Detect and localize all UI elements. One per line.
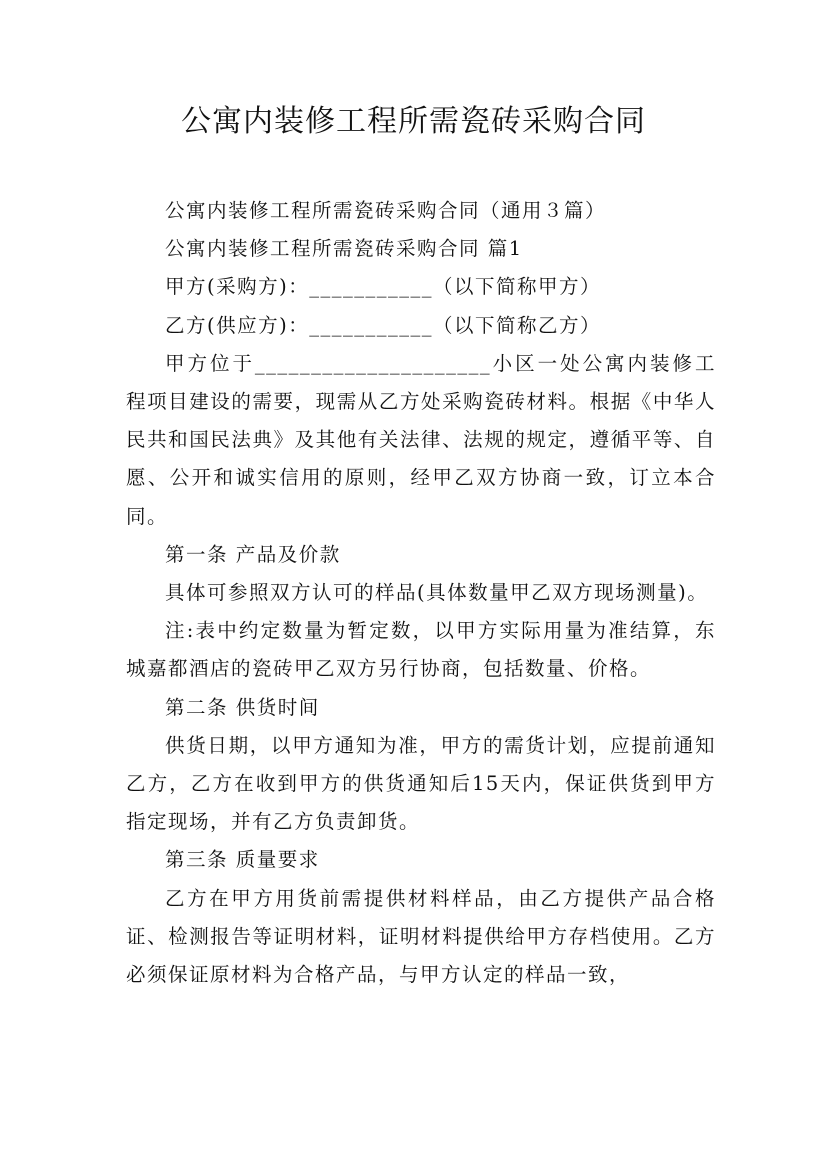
document-body	[126, 192, 716, 994]
paragraph-clause-1-text: 具体可参照双方认可的样品(具体数量甲乙双方现场测量)。	[165, 581, 709, 605]
paragraph-preamble: 甲方位于_____________________小区一处公寓内装修工程项目建设的需要，现需从乙方处采购瓷砖材料。根据《中华人民共和国民法典》及其他有关法律、法规的规定，遵循平等、自愿、公开和诚实信用的原则，经甲乙双方协商一致，订立本合同。	[126, 351, 716, 528]
paragraph-clause-2-text: 供货日期，以甲方通知为准，甲方的需货计划，应提前通知乙方，乙方在收到甲方的供货通知后15天内，保证供货到甲方指定现场，并有乙方负责卸货。	[126, 733, 716, 834]
paragraph-party-b: 乙方(供应方)：___________（以下简称乙方）	[165, 313, 601, 337]
paragraph-clause-3-text: 乙方在甲方用货前需提供材料样品，由乙方提供产品合格证、检测报告等证明材料，证明材料提供给甲方存档使用。乙方必须保证原材料为合格产品，与甲方认定的样品一致，	[126, 886, 716, 987]
paragraph-subtitle: 公寓内装修工程所需瓷砖采购合同（通用３篇）	[165, 199, 607, 222]
paragraph-clause-1-heading: 第一条 产品及价款	[165, 542, 341, 566]
paragraph-article-heading: 公寓内装修工程所需瓷砖采购合同 篇1	[165, 237, 523, 261]
paragraph-party-a: 甲方(采购方)：___________（以下简称甲方）	[165, 275, 601, 299]
paragraph-note: 注:表中约定数量为暂定数，以甲方实际用量为准结算，东城嘉都酒店的瓷砖甲乙双方另行协商，包括数量、价格。	[126, 619, 716, 681]
paragraph-clause-2-heading: 第二条 供货时间	[165, 695, 320, 719]
document-title: 公寓内装修工程所需瓷砖采购合同	[181, 104, 646, 139]
paragraph-clause-3-heading: 第三条 质量要求	[165, 848, 320, 872]
